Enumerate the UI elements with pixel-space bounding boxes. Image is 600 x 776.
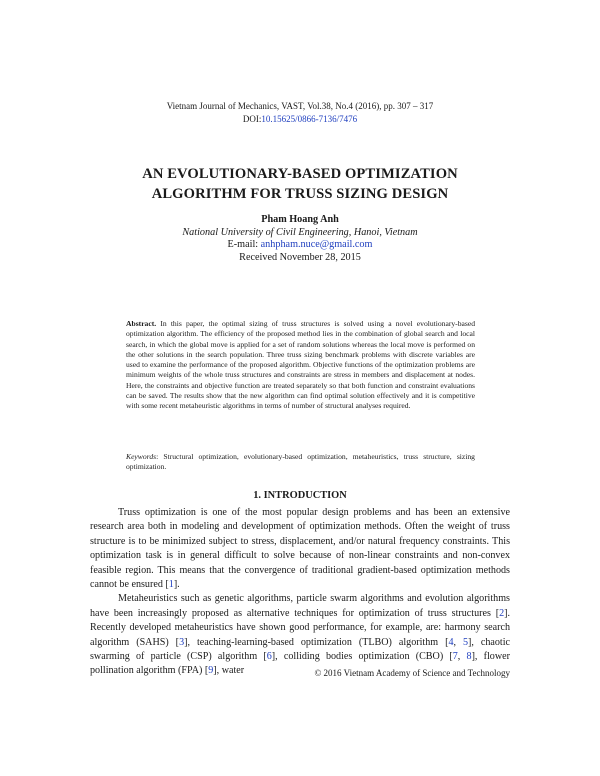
citation-link[interactable]: 4: [448, 636, 454, 648]
paragraph: [90, 592, 510, 678]
keywords-text: Structural optimization, evolutionary-based optimization, metaheuristics, truss structure, sizing optimization.: [126, 452, 475, 472]
keywords-label: Keywords: [126, 452, 157, 461]
paragraph-text: ], colliding bodies optimization (CBO) [: [271, 651, 453, 663]
citation-link[interactable]: 9: [208, 665, 214, 677]
citation-link[interactable]: 2: [499, 607, 505, 619]
section-heading: 1. INTRODUCTION: [253, 490, 347, 501]
citation-link[interactable]: 8: [466, 651, 472, 663]
journal-citation: Vietnam Journal of Mechanics, VAST, Vol.38, No.4 (2016), pp. 307 – 317: [166, 101, 434, 111]
paper-title: [0, 164, 600, 204]
title-line-2: ALGORITHM FOR TRUSS SIZING DESIGN: [151, 186, 449, 202]
email-line: [0, 239, 600, 252]
paragraph-text: Metaheuristics such as genetic algorithms, particle swarm algorithms and evolution algorithms have been increasingly proposed as alternative techniques for optimization of truss structures [: [90, 593, 510, 619]
paragraph-text: ], flower pollination algorithm (FPA) [: [90, 651, 510, 677]
paragraph-text: ], water: [213, 665, 245, 677]
paragraph-text: ,: [453, 636, 463, 648]
abstract-text: In this paper, the optimal sizing of truss structures is solved using a novel evolutionary-based optimization algorithm. The efficiency of the proposed method lies in the combination of global search and local search, in which the global move is applied for a set of random solutions whereas the local move is performed on the other solutions in the search population. Three truss sizing benchmark problems with discrete variables are used to examine the performance of the proposed algorithm. Objective functions of the optimization problems are minimum weights of the whole truss structures and constraints are stress in members and displacement at nodes. Here, the constraints and objective function are treated separately so that both function and constraint evaluations can be saved. The results show that the new algorithm can find optimal solution effectively and it is competitive with some recent metaheuristic algorithms in terms of number of structural analyses required.: [126, 319, 475, 410]
abstract-label: Abstract.: [126, 319, 157, 328]
body-text: [90, 506, 510, 679]
citation-link[interactable]: 5: [462, 636, 469, 648]
citation-link[interactable]: 1: [168, 579, 174, 591]
doi-link[interactable]: 10.15625/0866-7136/7476: [261, 114, 358, 124]
email-link[interactable]: anhpham.nuce@gmail.com: [260, 239, 373, 250]
paragraph-text: ], teaching-learning-based optimization (TLBO) algorithm [: [184, 636, 449, 648]
author-name: Pham Hoang Anh: [261, 214, 339, 225]
paragraph-text: ]. Recently developed metaheuristics have shown good performance, for example, are: harmony search algorithm (SAHS) [: [90, 607, 510, 648]
doi-prefix: DOI:: [242, 114, 262, 124]
journal-header: [0, 100, 600, 126]
doi-line: [0, 113, 600, 126]
copyright-notice: © 2016 Vietnam Academy of Science and Technology: [314, 668, 510, 678]
citation-link[interactable]: 3: [179, 636, 185, 648]
citation-link[interactable]: 6: [266, 651, 272, 663]
keywords: Keywords: Structural optimization, evolutionary-based optimization, metaheuristics, truss structure, sizing optimization.: [126, 452, 475, 472]
abstract: [126, 319, 475, 411]
paragraph-text: ,: [457, 651, 467, 663]
paragraph-text: ].: [173, 579, 180, 591]
author-block: [0, 214, 600, 264]
author-affiliation: National University of Civil Engineering, Hanoi, Vietnam: [182, 226, 418, 238]
title-line-1: AN EVOLUTIONARY-BASED OPTIMIZATION: [142, 166, 458, 182]
paragraph-text: Truss optimization is one of the most popular design problems and has been an extensive research area both in modeling and development of optimization methods. Often the weight of truss structure is to be minimized subject to stress, displacement, and/or natural frequency constraints. This optimization task is in general difficult to solve because of non-linear constraints and non-convex feasible region. This means that the convergence of traditional gradient-based optimization methods cannot be ensured [: [90, 507, 510, 591]
paragraph: [90, 506, 510, 592]
paragraph-text: ], chaotic swarming of particle (CSP) algorithm [: [90, 636, 511, 663]
citation-link[interactable]: 7: [452, 651, 458, 663]
received-date: Received November 28, 2015: [239, 251, 361, 263]
email-label: E-mail:: [227, 239, 259, 250]
